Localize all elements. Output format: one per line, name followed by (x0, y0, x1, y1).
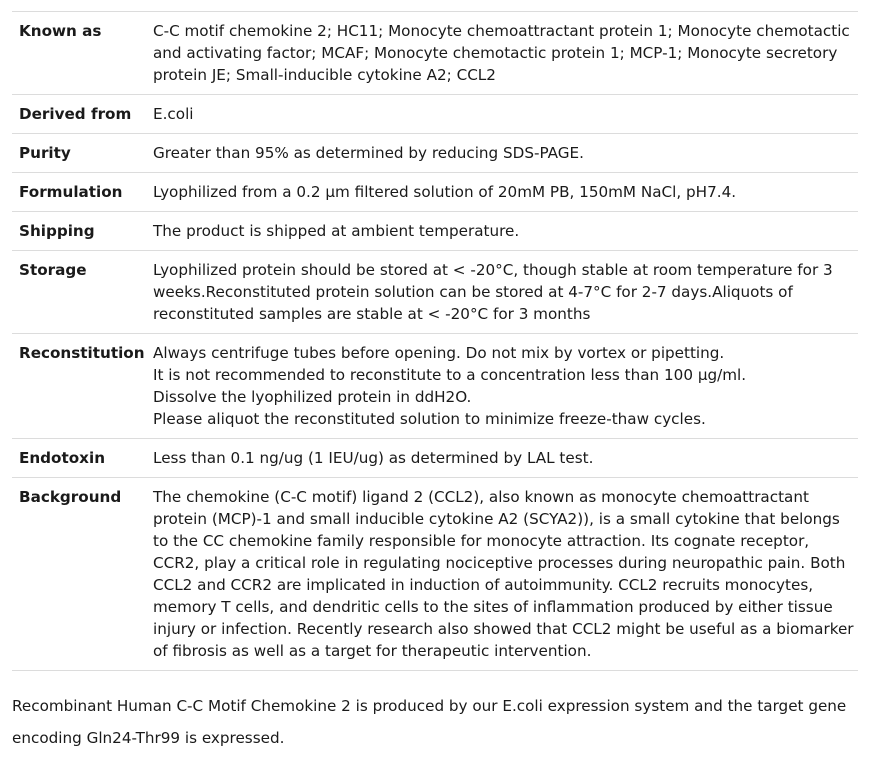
spec-label: Endotoxin (19, 449, 106, 467)
spec-row-storage (12, 251, 858, 334)
product-description-note: Recombinant Human C-C Motif Chemokine 2 is produced by our E.coli expression system and the target gene encoding Gln24-Thr99 is expressed. (12, 697, 847, 747)
spec-value: The product is shipped at ambient temperature. (153, 222, 520, 240)
spec-label: Formulation (19, 183, 123, 201)
reconstitution-line: Dissolve the lyophilized protein in ddH2O. (153, 388, 472, 406)
spec-label: Storage (19, 261, 87, 279)
spec-row-formulation (12, 173, 858, 212)
product-spec-table (12, 11, 858, 671)
spec-value (146, 334, 858, 439)
spec-row-reconstitution (12, 334, 858, 439)
spec-value: Lyophilized protein should be stored at < -20°C, though stable at room temperature for 3 weeks.Reconstituted protein solution can be stored at 4-7°C for 2-7 days.Aliquots of reconstituted samples are stable at < -20°C for 3 months (153, 261, 833, 323)
spec-value: E.coli (153, 105, 194, 123)
spec-row-known-as (12, 12, 858, 95)
spec-label: Known as (19, 22, 102, 40)
reconstitution-line: Always centrifuge tubes before opening. Do not mix by vortex or pipetting. (153, 344, 725, 362)
spec-row-shipping (12, 212, 858, 251)
spec-value: Less than 0.1 ng/ug (1 IEU/ug) as determined by LAL test. (153, 449, 594, 467)
spec-row-endotoxin (12, 439, 858, 478)
spec-value: Greater than 95% as determined by reducing SDS-PAGE. (153, 144, 584, 162)
spec-value: Lyophilized from a 0.2 μm filtered solution of 20mM PB, 150mM NaCl, pH7.4. (153, 183, 737, 201)
spec-value: The chemokine (C-C motif) ligand 2 (CCL2), also known as monocyte chemoattractant protein (MCP)-1 and small inducible cytokine A2 (SCYA2)), is a small cytokine that belongs to the CC chemokine family responsible for monocyte attraction. Its cognate receptor, CCR2, play a critical role in regulating nociceptive processes during neuropathic pain. Both CCL2 and CCR2 are implicated in induction of autoimmunity. CCL2 recruits monocytes, memory T cells, and dendritic cells to the sites of inflammation produced by either tissue injury or infection. Recently research also showed that CCL2 might be useful as a biomarker of fibrosis as well as a target for therapeutic intervention. (153, 488, 854, 660)
spec-row-background (12, 478, 858, 671)
reconstitution-line: It is not recommended to reconstitute to a concentration less than 100 μg/ml. (153, 366, 747, 384)
spec-label: Background (19, 488, 122, 506)
spec-label: Reconstitution (19, 344, 145, 362)
spec-label: Purity (19, 144, 71, 162)
spec-row-purity (12, 134, 858, 173)
spec-value: C-C motif chemokine 2; HC11; Monocyte chemoattractant protein 1; Monocyte chemotactic and activating factor; MCAF; Monocyte chemotactic protein 1; MCP-1; Monocyte secretory protein JE; Small-inducible cytokine A2; CCL2 (153, 22, 850, 84)
spec-label: Shipping (19, 222, 95, 240)
spec-row-derived-from (12, 95, 858, 134)
reconstitution-line: Please aliquot the reconstituted solution to minimize freeze-thaw cycles. (153, 410, 706, 428)
spec-label: Derived from (19, 105, 132, 123)
